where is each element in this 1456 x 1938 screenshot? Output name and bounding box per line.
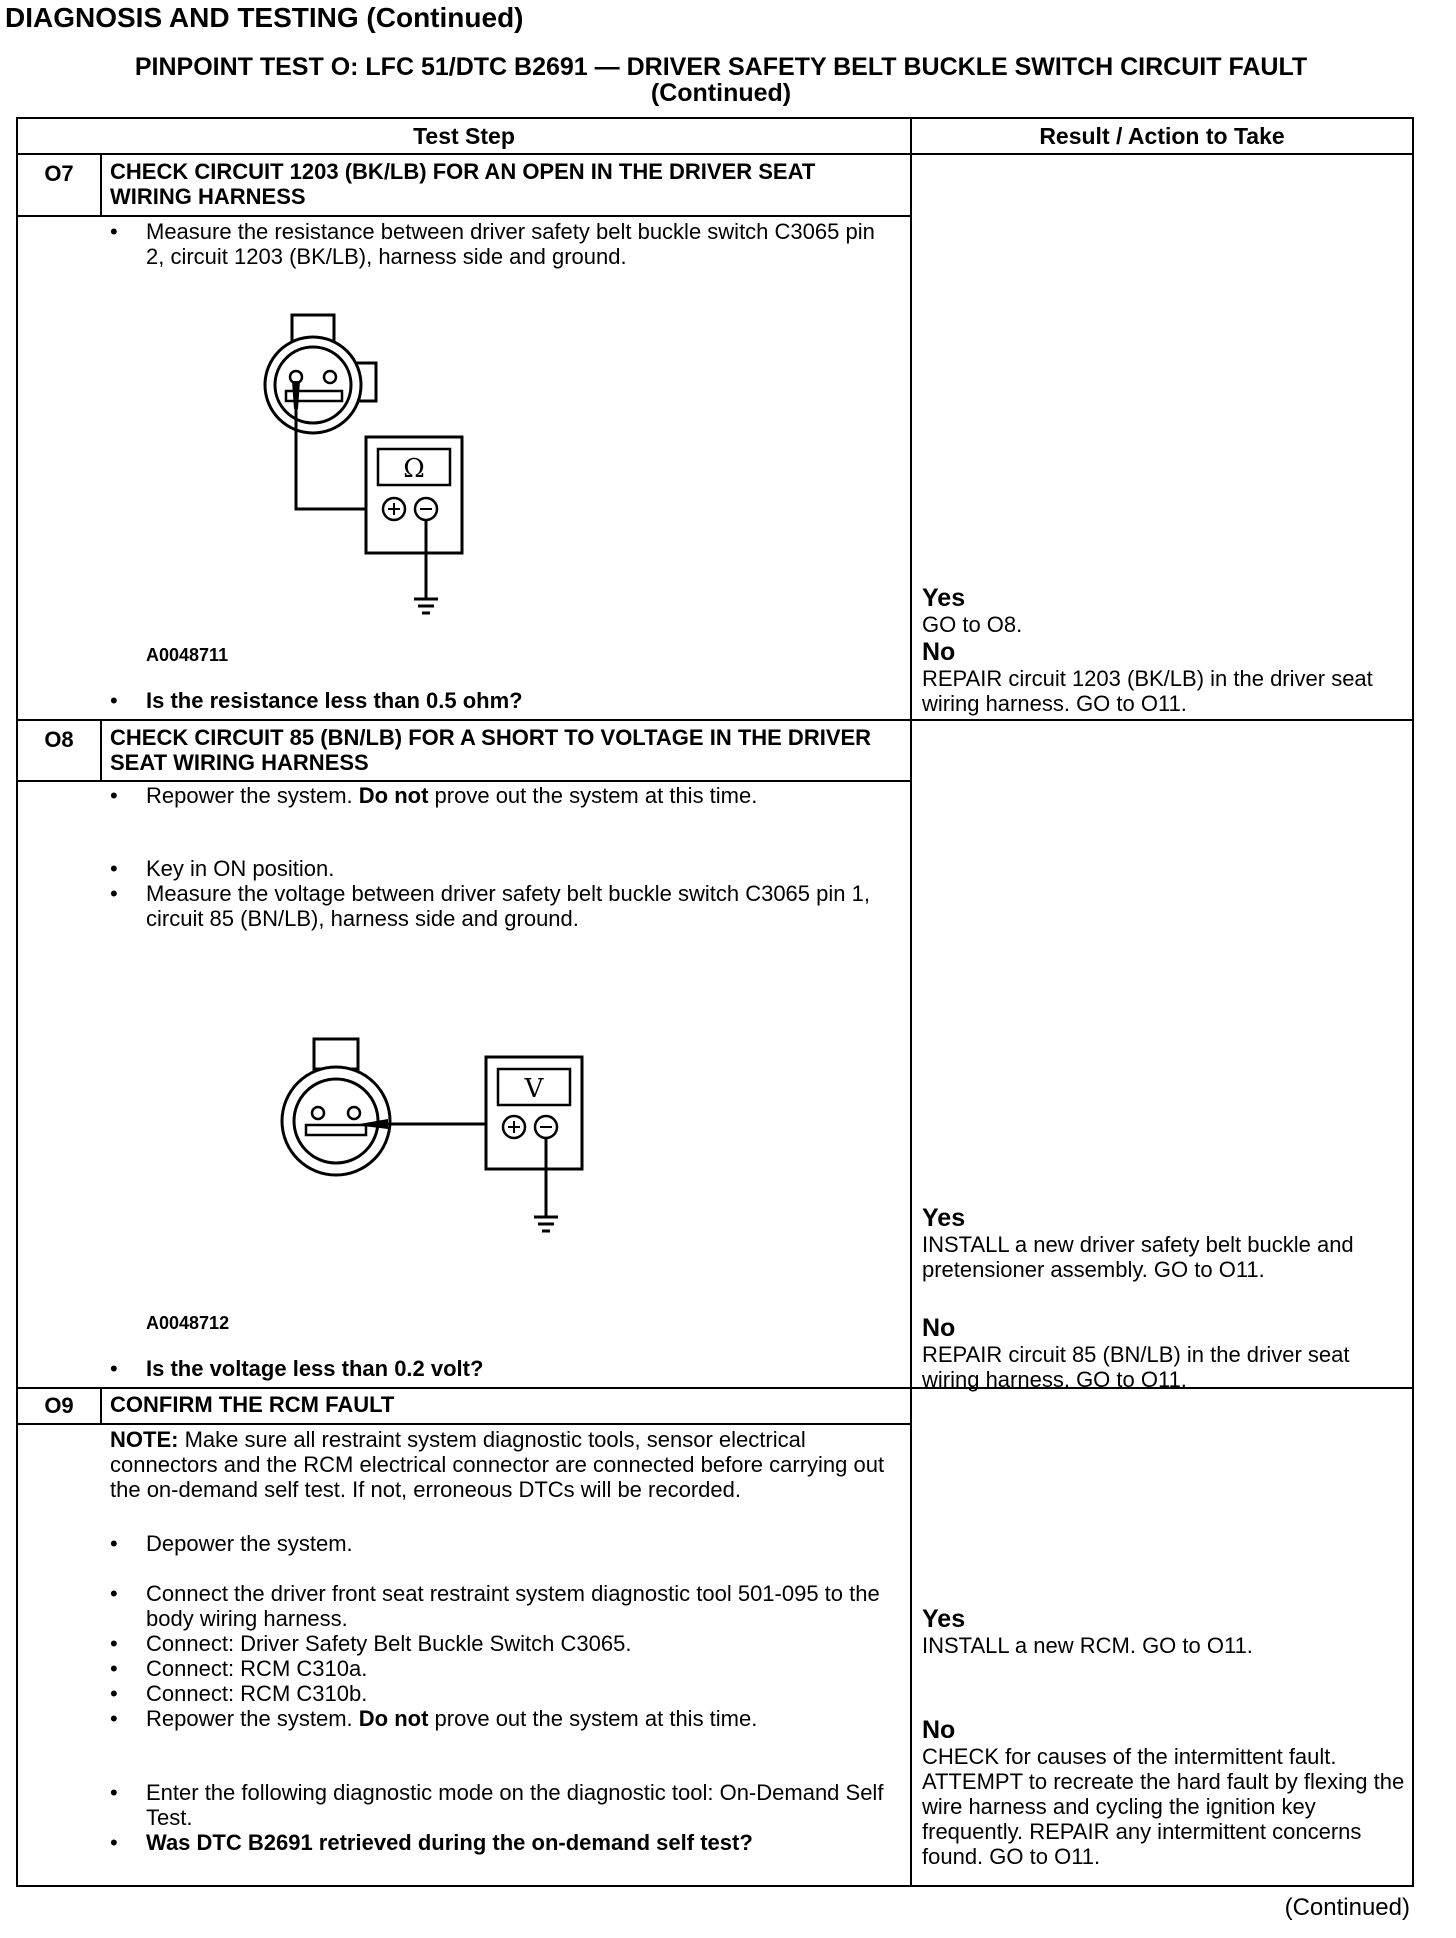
no-action: REPAIR circuit 85 (BN/LB) in the driver seat wiring harness. GO to O11. [922,1342,1350,1392]
yes-label: Yes [922,1605,966,1633]
yes-action: GO to O8. [922,612,1023,637]
header-result: Result / Action to Take [1039,123,1285,149]
step-number-divider [100,153,102,215]
page-title: DIAGNOSIS AND TESTING (Continued) [5,2,524,33]
column-divider [910,119,912,1885]
step-title-rule [18,1423,910,1425]
note-text: Make sure all restraint system diagnostic tools, sensor electrical connectors and the RCM electrical connector are connected before carrying out the on-demand self test. If not, erroneous DTCs will be recorded. [110,1427,885,1502]
continued-footer: (Continued) [1284,1894,1410,1921]
connector-tab [314,1039,358,1069]
no-action: CHECK for causes of the intermittent fault. ATTEMPT to recreate the hard fault by flexing the wire harness and cycling the ignition key frequently. REPAIR any intermittent concerns found. GO to O11. [922,1744,1405,1869]
step-title-rule [18,780,910,782]
yes-action: INSTALL a new driver safety belt buckle and pretensioner assembly. GO to O11. [922,1232,1354,1282]
pinpoint-test-title-line1: PINPOINT TEST O: LFC 51/DTC B2691 — DRIVER SAFETY BELT BUCKLE SWITCH CIRCUIT FAULT [134,53,1308,81]
step-title: CONFIRM THE RCM FAULT [110,1392,395,1417]
ohm-symbol: Ω [403,454,425,484]
connector-key [306,1125,366,1135]
pinpoint-test-title-line2: (Continued) [650,79,792,107]
row-rule [18,1387,1412,1389]
yes-label: Yes [922,1204,966,1232]
no-label: No [922,1716,956,1744]
result-block [922,585,1408,716]
step-title: CHECK CIRCUIT 85 (BN/LB) FOR A SHORT TO VOLTAGE IN THE DRIVER SEAT WIRING HARNESS [110,725,872,775]
volt-symbol: V [524,1074,544,1104]
row-rule [18,719,1412,721]
pinpoint-test-table: Test Step Result / Action to Take O7 CHECK CIRCUIT 1203 (BK/LB) FOR AN OPEN IN THE DRIVER SEAT WIRING HARNESS • Measure the resistance between driver safety belt buckle switch C3065 pin 2, circuit 1203 (BK/LB), harness side and ground. Ω A0048711 • Is the resistance less than 0.5 ohm? Yes GO to O8. No REPAIR circuit 1203 (BK/LB) in the driver seat wiring harness. GO to O11. O8 CHECK CIRCUIT 85 (BN/LB) FOR A SHORT TO VOLTAGE IN THE DRIVER SEAT WIRING HARNESS • Repower the system. Do not prove out the system at this time. • Key in ON position. • Measure the voltage between driver safety belt buckle switch C3065 pin 1, circuit 85 (BN/LB), harness side and ground. V A0048712 • Is the voltage less than 0.2 volt? Yes INSTALL a new driver safety belt buckle and pretensioner assembly. GO to O11. No REPAIR circuit 85 (BN/LB) in the driver seat wiring harness. GO to O11. O9 CONFIRM THE RCM FAULT NOTE: Make sure all restraint system diagnostic tools, sensor electrical connectors and the RCM electrical connector are connected before carrying out the on-demand self test. If not, erroneous DTCs will be recorded. • Depower the system. • Connect the driver front seat restraint system diagnostic tool 501-095 to the body wiring harness. • Connect: Driver Safety Belt Buckle Switch C3065. • Connect: RCM C310a. • Connect: RCM C310b. • Repower the system. Do not prove out the system at this time. • Enter the following diagnostic mode on the diagnostic tool: On-Demand Self Test. • Was DTC B2691 retrieved during the on-demand self test? Yes INSTALL a new RCM. GO to O11. No CHECK for causes of the intermittent fault. ATTEMPT to recreate the hard fault by flexing the wire harness and cycling the ignition key frequently. REPAIR any intermittent concerns found. GO to O11. [16,117,1414,1887]
figure-id: A0048712 [146,1313,230,1333]
step-title: CHECK CIRCUIT 1203 (BK/LB) FOR AN OPEN IN THE DRIVER SEAT WIRING HARNESS [110,159,816,209]
header-rule [18,153,1412,155]
yes-label: Yes [922,584,966,612]
step-number: O8 [44,727,74,752]
pinpoint-test-title [16,54,1426,106]
yes-action: INSTALL a new RCM. GO to O11. [922,1633,1253,1658]
note-label: NOTE: [110,1427,179,1452]
connector-body [265,337,361,433]
no-action: REPAIR circuit 1203 (BK/LB) in the driver seat wiring harness. GO to O11. [922,666,1373,716]
figure-id: A0048711 [146,645,229,665]
no-label: No [922,1314,956,1342]
voltmeter-diagram [258,1037,618,1247]
step-number-divider [100,1387,102,1423]
no-label: No [922,638,956,666]
result-block [922,1606,1410,1869]
step-title-rule [18,215,910,217]
result-block [922,1205,1408,1392]
connector-body [282,1067,390,1175]
step-number: O7 [44,161,74,186]
note [110,1427,900,1502]
ohmmeter-diagram [228,313,588,625]
header-test-step: Test Step [413,123,515,149]
step-number: O9 [44,1393,74,1418]
step-number-divider [100,719,102,780]
